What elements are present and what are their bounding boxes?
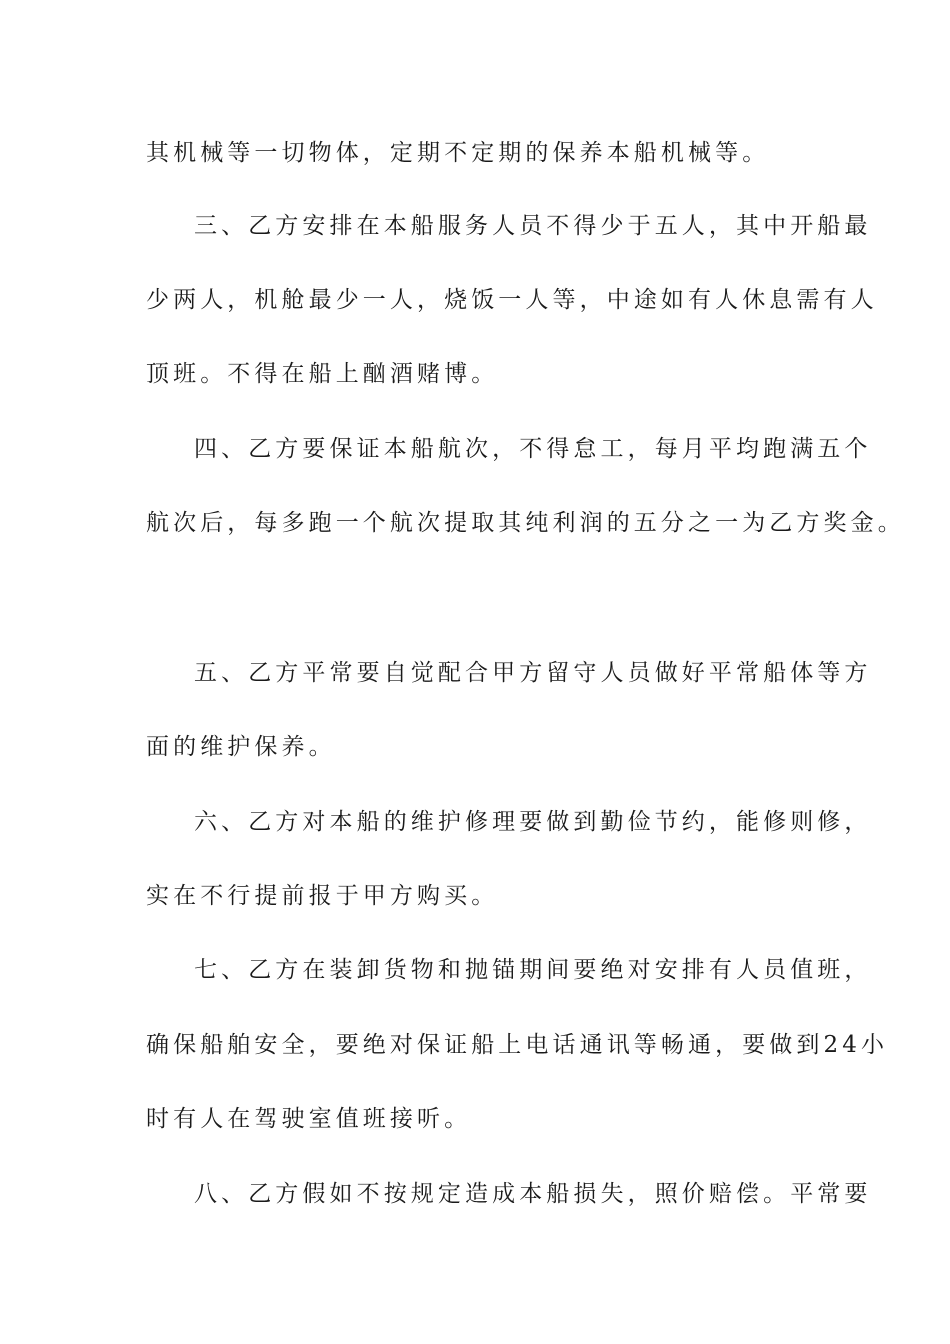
paragraph-4-line-1: 四、乙方要保证本船航次，不得怠工，每月平均跑满五个 bbox=[194, 436, 872, 462]
paragraph-3-line-1: 三、乙方安排在本船服务人员不得少于五人，其中开船最 bbox=[194, 213, 872, 239]
paragraph-8-line-1: 八、乙方假如不按规定造成本船损失，照价赔偿。平常要 bbox=[194, 1181, 872, 1207]
paragraph-4-line-2: 航次后，每多跑一个航次提取其纯利润的五分之一为乙方奖金。 bbox=[146, 510, 905, 536]
paragraph-7-line-3: 时有人在驾驶室值班接听。 bbox=[146, 1106, 472, 1132]
paragraph-7-line-1: 七、乙方在装卸货物和抛锚期间要绝对安排有人员值班， bbox=[194, 957, 872, 983]
text-line: 其机械等一切物体，定期不定期的保养本船机械等。 bbox=[146, 140, 770, 166]
paragraph-3-line-3: 顶班。不得在船上酗酒赌博。 bbox=[146, 361, 499, 387]
paragraph-5-line-2: 面的维护保养。 bbox=[146, 734, 336, 760]
paragraph-6-line-2: 实在不行提前报于甲方购买。 bbox=[146, 883, 499, 909]
paragraph-5-line-1: 五、乙方平常要自觉配合甲方留守人员做好平常船体等方 bbox=[194, 660, 872, 686]
paragraph-3-line-2: 少两人，机舱最少一人，烧饭一人等，中途如有人休息需有人 bbox=[146, 287, 878, 313]
paragraph-7-line-2: 确保船舶安全，要绝对保证船上电话通讯等畅通，要做到24小 bbox=[146, 1032, 889, 1058]
paragraph-6-line-1: 六、乙方对本船的维护修理要做到勤俭节约，能修则修， bbox=[194, 809, 872, 835]
